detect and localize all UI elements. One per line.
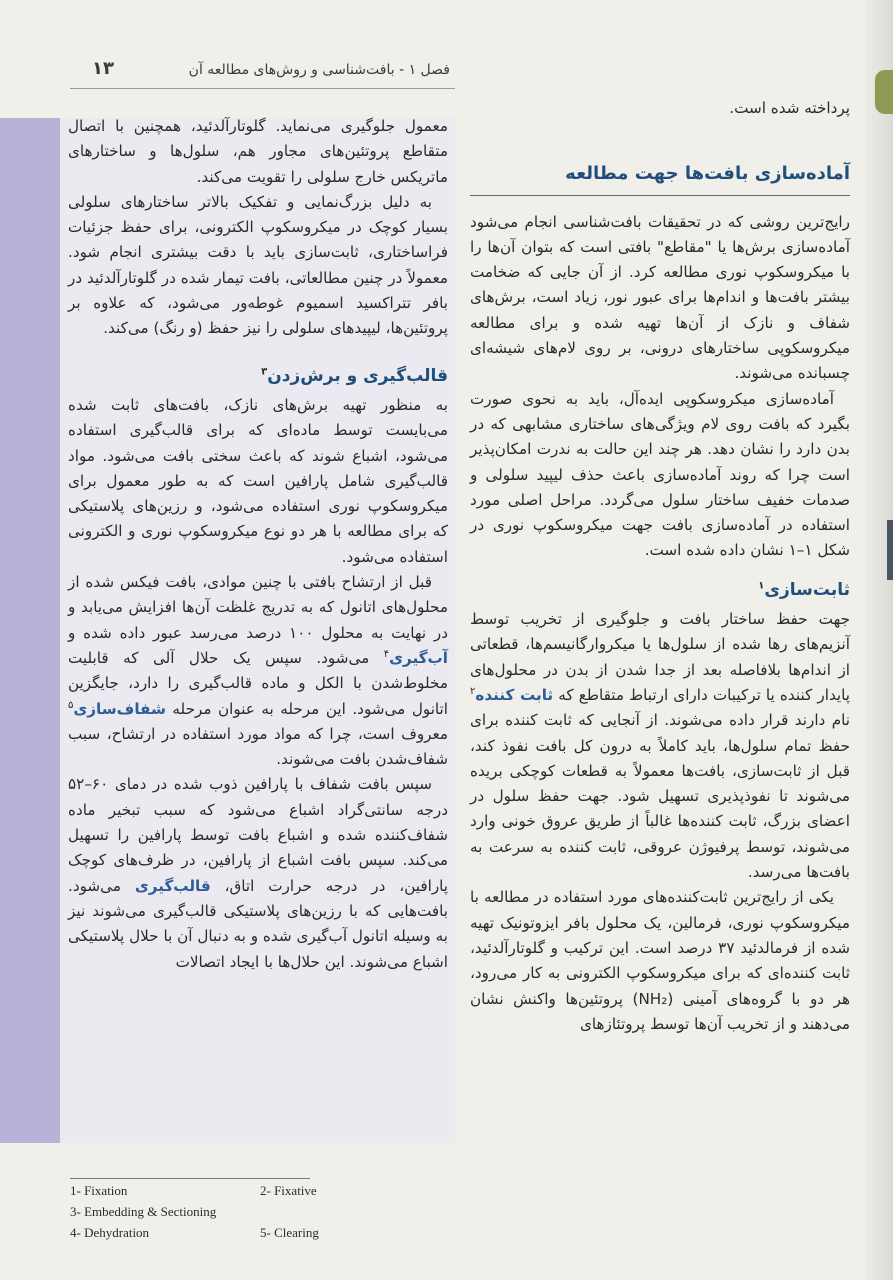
paragraph: به منظور تهیه برش‌های نازک، بافت‌های ثابت شده می‌بایست توسط ماده‌ای که برای قالب‌گیری استفاده می‌شود، اشباع شوند که باعث سختی بافت می‌شود. مواد قالب‌گیری شامل پارافین است که به طور معمول برای میکروسکوپ نوری استفاده می‌شود، و رزین‌های پلاستیکی که برای مطالعه با هر دو نوع میکروسکوپ نوری و الکترونی استفاده می‌شود. <box>68 395 448 566</box>
keyword-embedding: قالب‌گیری <box>134 876 211 895</box>
left-margin-band <box>0 118 60 1143</box>
footnote-item: 5- Clearing <box>260 1225 319 1240</box>
header-rule <box>70 88 455 89</box>
paragraph: معمول جلوگیری می‌نماید. گلوتارآلدئید، همچنین با اتصال متقاطع پروتئین‌های مجاور هم، سلول‌ها و ساختارهای ماتریکس خارج سلولی را تقویت می‌کند. <box>68 117 448 186</box>
footnote-ref: ۳ <box>261 366 268 378</box>
footnote-item: 2- Fixative <box>260 1183 317 1198</box>
page-edge <box>865 0 893 1280</box>
paragraph-text: می‌شود. بافت‌هایی که با رزین‌های پلاستیکی قالب‌گیری می‌شوند نیز به وسیله اتانول آب‌گیری شده و به دنبال آن با حلال پلاستیکی اشباع می‌شوند. این حلال‌ها با ایجاد اتصالات <box>68 876 448 971</box>
keyword-dehydration: آب‌گیری <box>389 648 449 667</box>
paragraph: یکی از رایج‌ترین ثابت‌کننده‌های مورد استفاده در مطالعه با میکروسکوپ نوری، فرمالین، یک محلول بافر ایزوتونیک تهیه شده از فرمالدئید ۳۷ درصد است. این ترکیب و گلوتارآلدئید، ثابت کننده‌ای که برای میکروسکوپ الکترونی به کار می‌رود، هر دو با گروه‌های آمینی (NH₂) پروتئین‌ها واکنش نشان می‌دهند و از تخریب آن‌ها توسط پروتئازهای <box>470 888 850 1033</box>
paragraph-text: قبل از ارتشاح بافتی با چنین موادی، بافت فیکس شده از محلول‌های اتانول که به تدریج غلظت آن‌ها افزایش می‌یابد و در نهایت به محلول ۱۰۰ درصد می‌رسد عبور داده شده و <box>68 573 448 642</box>
paragraph: رایج‌ترین روشی که در تحقیقات بافت‌شناسی انجام می‌شود آماده‌سازی برش‌ها یا "مقاطع" بافتی است که بتوان آن‌ها را با میکروسکوپ نوری مطالعه کرد. از آن جایی که ضخامت بیشتر بافت‌ها و اندام‌ها برای عبور نور، زیاد است، برش‌های شفاف و نازک از آن‌ها تهیه شده و برای مطالعه میکروسکوپی ساختارهای درونی، بر روی لام‌های شیشه‌ای چسبانده می‌شوند. <box>470 212 850 383</box>
page-binding-edge <box>887 520 893 580</box>
right-column <box>470 96 850 1037</box>
footnote-ref: ۴ <box>383 648 390 660</box>
footnote-ref: ۲ <box>470 685 476 697</box>
paragraph <box>68 570 448 772</box>
footnotes <box>70 1180 450 1243</box>
keyword-fixative: ثابت کننده <box>475 685 554 704</box>
footnote-ref: ۱ <box>758 580 765 592</box>
paragraph <box>470 607 850 885</box>
paragraph: به دلیل بزرگ‌نمایی و تفکیک بالاتر ساختارهای سلولی بسیار کوچک در میکروسکوپ الکترونی، برای حفظ جزئیات فراساختاری، ثابت‌سازی باید با دقت بیشتری انجام شود. معمولاً در چنین مطالعاتی، بافت تیمار شده در گلوتارآلدئید در بافر تتراکسید اسمیوم غوطه‌ور می‌شود، که علاوه بر پروتئین‌ها، لیپیدهای سلولی را نیز حفظ (و رنگ) می‌کند. <box>68 192 448 338</box>
footnote-item: 1- Fixation <box>70 1183 128 1198</box>
left-column <box>68 114 448 975</box>
paragraph-text: جهت حفظ ساختار بافت و جلوگیری از تخریب توسط آنزیم‌های رها شده از سلول‌ها یا میکروارگانیسم‌ها، قطعاتی از اندام‌ها بلافاصله بعد از جدا شدن از بدن در محلول‌های پایدار کننده یا ترکیبات دارای ارتباط متقاطع که <box>470 610 850 704</box>
keyword-clearing: شفاف‌سازی <box>73 699 166 718</box>
running-header: فصل ۱ - بافت‌شناسی و روش‌های مطالعه آن <box>188 62 450 78</box>
chapter-tab-marker <box>875 70 893 114</box>
subsection-title-text: قالب‌گیری و برش‌زدن <box>267 365 448 386</box>
subsection-title-text: ثابت‌سازی <box>764 579 850 600</box>
footnote-item: 4- Dehydration <box>70 1225 150 1240</box>
paragraph-text: معروف است، چرا که مواد مورد استفاده در ارتشاح، سبب شفاف‌شدن بافت می‌شوند. <box>68 724 448 769</box>
paragraph-text: می‌شود. سپس یک حلال آلی که قابلیت مخلوط‌شدن با الکل و ماده قالب‌گیری را دارد، جایگزین اتانول می‌شود. این مرحله به عنوان مرحله <box>68 648 448 718</box>
footnote-rule <box>70 1178 310 1179</box>
paragraph-text: نام دارند قرار داده می‌شوند. از آنجایی که ثابت کننده برای حفظ تمام سلول‌ها، باید کاملاً به درون کل بافت نفوذ کند، قبل از ثابت‌سازی، بافت‌ها معمولاً به قطعات کوچکی بریده می‌شوند تا نفوذپذیری تسهیل شود. جهت حفظ سلول در اعضای بزرگ، ثابت کننده‌ها غالباً از طریق عروق خونی وارد می‌شوند، توسط پرفیوژن عروقی، ثابت کننده به سرعت به بافت‌ها می‌رسد. <box>470 711 850 882</box>
intro-line: پرداخته شده است. <box>729 99 850 117</box>
paragraph-text: سپس بافت شفاف با پارافین ذوب شده در دمای ۶۰–۵۲ درجه سانتی‌گراد اشباع می‌شود که سبب تبخیر ماده شفاف‌کننده شده و اشباع بافت توسط پارافین را تسهیل می‌کند. سپس بافت اشباع از پارافین، در ظرف‌های کوچک پارافین، در درجه حرارت اتاق، <box>68 775 449 895</box>
subsection-title-embedding <box>68 358 448 393</box>
footnote-ref: ۵ <box>68 699 74 711</box>
page-number: ۱۳ <box>92 58 114 79</box>
footnote-item: 3- Embedding & Sectioning <box>70 1204 217 1219</box>
section-title: آماده‌سازی بافت‌ها جهت مطالعه <box>470 121 850 195</box>
paragraph <box>68 772 448 974</box>
subsection-title-fixation <box>470 572 850 607</box>
paragraph: آماده‌سازی میکروسکوپی ایده‌آل، باید به نحوی صورت بگیرد که بافت روی لام ویژگی‌های ساختاری مشابهی که در بدن دارد را نشان دهد. هر چند این حالت به ندرت امکان‌پذیر است چرا که روند آماده‌سازی باعث حذف لیپید سلولی و صدمات خفیف ساختار سلول می‌گردد. مراحل اصلی مورد استفاده در آماده‌سازی بافت جهت میکروسکوپ نوری در شکل ۱–۱ نشان داده شده است. <box>470 389 850 560</box>
